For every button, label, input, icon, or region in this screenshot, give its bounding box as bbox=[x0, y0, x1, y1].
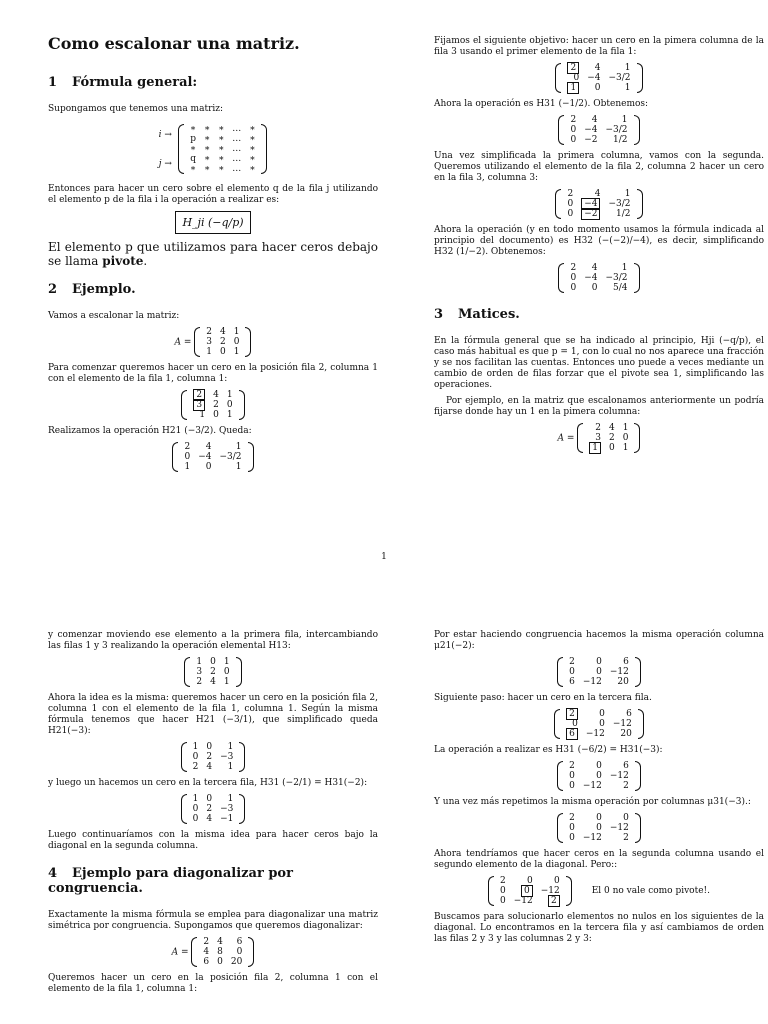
matrix-cell: 1 bbox=[621, 115, 628, 125]
matrix-cell: ∗ bbox=[203, 144, 211, 154]
matrix-row bbox=[566, 135, 631, 145]
paragraph: Supongamos que tenemos una matriz: bbox=[48, 104, 224, 114]
matrix-cell: 6 bbox=[236, 937, 243, 947]
matrix-cell: 0 bbox=[570, 125, 577, 135]
matrix-cell: 1 bbox=[206, 347, 213, 357]
matrix-cell: 6 bbox=[623, 657, 629, 667]
matrix-cell: 2 bbox=[569, 813, 575, 823]
matrix bbox=[434, 115, 764, 145]
paragraph: Siguiente paso: hacer un cero en la tercera fila. bbox=[434, 693, 652, 703]
paragraph: La operación a realizar es H31 (−6/2) = H31(−3): bbox=[434, 745, 663, 755]
paragraph: Entonces para hacer un cero sobre el elemento q de la fila j utilizando el elemento p de la fila i la operación a realizar es: bbox=[48, 184, 378, 205]
matrix-cell bbox=[189, 400, 209, 410]
matrix bbox=[48, 442, 378, 472]
matrix-cell: 0 bbox=[622, 433, 629, 443]
matrix-cell: 0 bbox=[499, 886, 506, 896]
matrix-cell: … bbox=[232, 134, 242, 144]
matrix-A: A = 2 4 1 3 2 0 1 0 1 bbox=[48, 327, 378, 357]
matrix-cell: 1 bbox=[622, 423, 629, 433]
pivot-box: −2 bbox=[581, 208, 600, 220]
matrix-cell: 1 bbox=[199, 410, 206, 420]
matrix-cell: ∗ bbox=[249, 154, 256, 164]
page2-left-column bbox=[48, 630, 378, 1000]
matrix-cell: 20 bbox=[620, 729, 632, 739]
matrix bbox=[48, 742, 378, 772]
row-label-j: j → bbox=[158, 158, 172, 169]
paragraph: Y una vez más repetimos la misma operación por columnas μ31(−3).: bbox=[434, 797, 751, 807]
matrix-cell bbox=[585, 443, 605, 453]
matrix-cell: 0 bbox=[569, 823, 575, 833]
matrix-cell: 1 bbox=[235, 442, 242, 452]
matrix-cell: 1 bbox=[227, 742, 234, 752]
matrix-row bbox=[186, 124, 260, 134]
pivot-term: pivote bbox=[102, 254, 144, 268]
matrix-cell: … bbox=[232, 154, 242, 164]
matrix-row bbox=[180, 462, 245, 472]
matrix-cell: −4 bbox=[584, 273, 598, 283]
matrix-cell: 4 bbox=[213, 390, 219, 400]
matrix-cell: 4 bbox=[206, 814, 213, 824]
matrix-cell: 0 bbox=[526, 876, 533, 886]
matrix-cell: 1 bbox=[226, 410, 233, 420]
matrix-with-note bbox=[434, 876, 764, 906]
matrix-cell: 0 bbox=[553, 876, 560, 886]
matrix-row bbox=[565, 771, 633, 781]
section-2-heading: 2 Ejemplo. bbox=[48, 282, 136, 297]
matrix-cell: 2 bbox=[569, 761, 575, 771]
matrix-row bbox=[186, 164, 260, 174]
paragraph: Vamos a escalonar la matriz: bbox=[48, 311, 180, 321]
matrix-cell: 1/2 bbox=[616, 209, 631, 219]
matrix-cell: 20 bbox=[617, 677, 629, 687]
matrix-cell: 1 bbox=[192, 794, 199, 804]
row-labels bbox=[159, 120, 172, 178]
matrix-cell: −4 bbox=[198, 452, 212, 462]
matrix-cell: −12 bbox=[585, 729, 605, 739]
matrix-cell: 6 bbox=[623, 761, 629, 771]
page-2 bbox=[0, 600, 768, 1024]
matrix bbox=[48, 390, 378, 420]
section-3-heading: 3 Matices. bbox=[434, 307, 520, 322]
matrix-cell: 1 bbox=[184, 462, 191, 472]
matrix-cell: 4 bbox=[591, 263, 598, 273]
pivot-box: 2 bbox=[567, 62, 579, 74]
matrix-row bbox=[566, 283, 631, 293]
matrix-cell: −3/2 bbox=[608, 73, 631, 83]
matrix-cell: 2 bbox=[210, 667, 216, 677]
matrix-cell: 0 bbox=[572, 719, 578, 729]
matrix-row bbox=[585, 443, 632, 453]
matrix-cell: −12 bbox=[609, 771, 629, 781]
matrix-cell: ∗ bbox=[189, 164, 196, 174]
matrix-cell: −2 bbox=[584, 135, 598, 145]
matrix-cell: 2 bbox=[203, 937, 210, 947]
matrix-row bbox=[199, 957, 246, 967]
matrix-row bbox=[562, 729, 636, 739]
matrix-cell: ∗ bbox=[218, 124, 225, 134]
matrix-cell: 2 bbox=[570, 115, 577, 125]
matrix-cell: 2 bbox=[220, 337, 226, 347]
section-4-heading: 4 Ejemplo para diagonalizar por congruencia. bbox=[48, 866, 293, 896]
paragraph: Una vez simplificada la primera columna, vamos con la segunda. Queremos utilizando el elemento de la fila 2, columna 2 hacer un cero en la fila 3, columna 3: bbox=[434, 151, 764, 183]
matrix-cell: 6 bbox=[569, 677, 575, 687]
matrix-cell: 1 bbox=[622, 443, 629, 453]
matrix bbox=[434, 189, 764, 219]
matrix bbox=[178, 124, 268, 174]
matrix-cell: 1 bbox=[621, 263, 628, 273]
matrix-cell: −3 bbox=[220, 804, 234, 814]
matrix-cell: 0 bbox=[192, 804, 199, 814]
matrix-cell: 1 bbox=[233, 347, 240, 357]
matrix-cell: 0 bbox=[596, 771, 602, 781]
matrix bbox=[434, 263, 764, 293]
matrix-cell bbox=[577, 209, 604, 219]
matrix-row bbox=[563, 83, 634, 93]
matrix-cell: 1 bbox=[233, 327, 240, 337]
matrix-row bbox=[202, 337, 243, 347]
pivot-paragraph: El elemento p que utilizamos para hacer ceros debajo se llama pivote. bbox=[48, 240, 378, 268]
matrix-cell bbox=[563, 63, 583, 73]
matrix-cell: 0 bbox=[596, 813, 602, 823]
matrix-cell: −12 bbox=[582, 677, 602, 687]
matrix-cell: 0 bbox=[567, 199, 574, 209]
matrix-cell: −3/2 bbox=[605, 125, 628, 135]
matrix-cell: 1 bbox=[223, 657, 230, 667]
matrix-cell: 4 bbox=[591, 115, 598, 125]
matrix-cell: 4 bbox=[594, 63, 601, 73]
matrix-cell: 0 bbox=[567, 209, 574, 219]
matrix-cell: 2 bbox=[623, 833, 629, 843]
matrix-cell: 0 bbox=[184, 452, 191, 462]
matrix-cell: 0 bbox=[192, 814, 199, 824]
matrix-cell: ∗ bbox=[218, 144, 225, 154]
matrix-cell: 0 bbox=[594, 83, 601, 93]
matrix-cell: ∗ bbox=[249, 124, 256, 134]
matrix-cell: ∗ bbox=[218, 134, 225, 144]
matrix-cell: 0 bbox=[596, 657, 602, 667]
matrix-cell: 0 bbox=[205, 462, 212, 472]
page1-left-column bbox=[48, 34, 378, 478]
matrix-cell: 0 bbox=[596, 823, 602, 833]
matrix-cell: 4 bbox=[210, 677, 216, 687]
matrix-cell: 0 bbox=[599, 709, 605, 719]
matrix-row bbox=[202, 347, 243, 357]
matrix-cell: 4 bbox=[217, 937, 223, 947]
matrix-cell: 6 bbox=[203, 957, 210, 967]
matrix-cell: 0 bbox=[233, 337, 240, 347]
page1-right-column bbox=[434, 36, 764, 459]
matrix-cell: −3/2 bbox=[605, 273, 628, 283]
matrix-cell: 0 bbox=[570, 273, 577, 283]
matrix-cell: 2 bbox=[609, 433, 615, 443]
matrix bbox=[434, 813, 764, 843]
matrix-cell: ∗ bbox=[203, 124, 211, 134]
matrix-cell: 1 bbox=[192, 742, 199, 752]
matrix-row bbox=[186, 154, 260, 164]
matrix-cell: 0 bbox=[226, 400, 233, 410]
matrix-cell: −4 bbox=[584, 125, 598, 135]
pivot-note: El 0 no vale como pivote!. bbox=[591, 886, 711, 896]
matrix-row bbox=[189, 762, 238, 772]
section-title: Fórmula general: bbox=[72, 75, 198, 90]
matrix bbox=[434, 761, 764, 791]
matrix-cell: 2 bbox=[499, 876, 506, 886]
matrix-row bbox=[199, 947, 246, 957]
matrix-cell: 2 bbox=[192, 762, 199, 772]
matrix-cell: 0 bbox=[192, 752, 199, 762]
matrix-cell: 0 bbox=[213, 410, 219, 420]
matrix-cell: 6 bbox=[626, 709, 632, 719]
row-label-i: i → bbox=[158, 129, 172, 140]
matrix bbox=[48, 794, 378, 824]
matrix-cell bbox=[562, 729, 582, 739]
matrix-cell: 0 bbox=[220, 347, 226, 357]
paragraph: Para comenzar queremos hacer un cero en la posición fila 2, columna 1 con el elemento de la fila 1, columna 1: bbox=[48, 363, 378, 384]
matrix-cell: −12 bbox=[609, 823, 629, 833]
matrix-cell: 0 bbox=[210, 657, 216, 667]
matrix-cell: 4 bbox=[594, 189, 601, 199]
matrix-cell: 0 bbox=[569, 667, 575, 677]
matrix-cell: −3 bbox=[220, 752, 234, 762]
matrix-cell: 0 bbox=[499, 896, 506, 906]
matrix-cell: −12 bbox=[540, 886, 560, 896]
matrix-cell: 2 bbox=[184, 442, 191, 452]
matrix-cell: 4 bbox=[220, 327, 226, 337]
matrix-cell: −1 bbox=[220, 814, 234, 824]
paragraph: Por estar haciendo congruencia hacemos la misma operación columna μ21(−2): bbox=[434, 630, 764, 651]
paragraph: y luego un hacemos un cero en la tercera fila, H31 (−2/1) = H31(−2): bbox=[48, 778, 368, 788]
matrix-cell bbox=[510, 886, 537, 896]
matrix-cell: 0 bbox=[569, 833, 575, 843]
matrix-row bbox=[565, 657, 633, 667]
matrix-row bbox=[189, 804, 238, 814]
matrix-cell: 0 bbox=[570, 135, 577, 145]
matrix-cell: −12 bbox=[513, 896, 533, 906]
paragraph: Por ejemplo, en la matriz que escalonamos anteriormente un podría fijarse donde hay un 1 en la pimera columna: bbox=[434, 396, 764, 417]
matrix-cell: 2 bbox=[595, 423, 602, 433]
pivot-box: 2 bbox=[548, 895, 560, 907]
matrix-cell bbox=[562, 709, 582, 719]
matrix-row bbox=[566, 125, 631, 135]
matrix bbox=[434, 63, 764, 93]
matrix-cell: 5/4 bbox=[613, 283, 628, 293]
matrix-row bbox=[189, 742, 238, 752]
matrix-row bbox=[562, 709, 636, 719]
matrix-cell: 1 bbox=[227, 794, 234, 804]
matrix-cell: 0 bbox=[206, 742, 213, 752]
matrix-cell: 0 bbox=[569, 771, 575, 781]
matrix-cell: ∗ bbox=[218, 164, 225, 174]
matrix-row bbox=[565, 677, 633, 687]
matrix-cell: 1 bbox=[226, 390, 233, 400]
matrix-row bbox=[186, 144, 260, 154]
matrix-cell: 3 bbox=[206, 337, 213, 347]
matrix-cell: 4 bbox=[203, 947, 210, 957]
matrix-cell: 1 bbox=[624, 83, 631, 93]
pivot-box: 1 bbox=[567, 82, 579, 94]
matrix-cell bbox=[563, 83, 583, 93]
matrix-row bbox=[202, 327, 243, 337]
matrix-cell: 1 bbox=[196, 657, 203, 667]
matrix-row bbox=[189, 814, 238, 824]
matrix-row bbox=[186, 134, 260, 144]
matrix-cell: 1 bbox=[624, 189, 631, 199]
formula-box: H_ji (−q/p) bbox=[175, 211, 250, 234]
matrix-row bbox=[199, 937, 246, 947]
matrix-row bbox=[180, 452, 245, 462]
matrix-cell: 0 bbox=[569, 781, 575, 791]
matrix-cell: 2 bbox=[567, 189, 574, 199]
paragraph: Luego continuaríamos con la misma idea para hacer ceros bajo la diagonal en la segunda columna. bbox=[48, 830, 378, 851]
matrix-cell: −12 bbox=[612, 719, 632, 729]
matrix-cell: 1 bbox=[624, 63, 631, 73]
matrix-row bbox=[565, 761, 633, 771]
pivot-box: 6 bbox=[566, 728, 578, 740]
matrix-row bbox=[192, 677, 233, 687]
matrix-cell: ∗ bbox=[203, 154, 211, 164]
matrix-cell: −3/2 bbox=[219, 452, 242, 462]
matrix-cell bbox=[537, 896, 564, 906]
paragraph: Ahora la operación (y en todo momento usamos la fórmula indicada al principio del documento) es H32 (−(−2)/−4), es decir, simplificando H32 (1/−2). Obtenemos: bbox=[434, 225, 764, 257]
matrix-cell: 1 bbox=[223, 677, 230, 687]
matrix-cell: 2 bbox=[213, 400, 219, 410]
matrix-cell: … bbox=[232, 144, 242, 154]
pivot-box: 2 bbox=[566, 708, 578, 720]
pivot-box: 0 bbox=[521, 885, 533, 897]
matrix-cell: 4 bbox=[206, 762, 213, 772]
matrix bbox=[48, 657, 378, 687]
matrix-row bbox=[189, 410, 236, 420]
document-title: Como escalonar una matriz. bbox=[48, 34, 300, 53]
matrix-cell: 20 bbox=[230, 957, 243, 967]
matrix-cell: 0 bbox=[573, 73, 580, 83]
matrix-cell: 0 bbox=[206, 794, 213, 804]
matrix-cell: 0 bbox=[609, 443, 615, 453]
matrix-row bbox=[585, 423, 632, 433]
matrix-cell: ∗ bbox=[249, 144, 256, 154]
matrix-cell: 2 bbox=[206, 804, 213, 814]
paragraph: Fijamos el siguiente objetivo: hacer un cero en la pimera columna de la fila 3 usando el primer elemento de la fila 1: bbox=[434, 36, 764, 57]
matrix-row bbox=[189, 400, 236, 410]
matrix-cell: −3/2 bbox=[608, 199, 631, 209]
paragraph: y comenzar moviendo ese elemento a la primera fila, intercambiando las filas 1 y 3 realizando la operación elemental H13: bbox=[48, 630, 378, 651]
matrix-cell: q bbox=[190, 154, 196, 164]
pivot-box: 1 bbox=[589, 442, 601, 454]
matrix-cell: −12 bbox=[609, 667, 629, 677]
matrix-cell: 0 bbox=[570, 283, 577, 293]
matrix-cell: ∗ bbox=[189, 144, 196, 154]
matrix-row bbox=[565, 823, 633, 833]
matrix-cell: 0 bbox=[236, 947, 243, 957]
paragraph: Ahora la idea es la misma: queremos hacer un cero en la posición fila 2, columna 1 con el elemento de la fila 1, columna 1. Según la misma fórmula tenemos que hacer H21 (−3/1), que simplificado queda H21(−3): bbox=[48, 693, 378, 736]
matrix-row bbox=[566, 273, 631, 283]
matrix-row bbox=[189, 752, 238, 762]
matrix-cell: 2 bbox=[206, 752, 213, 762]
page-number: 1 bbox=[381, 552, 387, 562]
matrix-row bbox=[566, 263, 631, 273]
matrix-cell: ∗ bbox=[189, 124, 196, 134]
matrix-cell: 4 bbox=[205, 442, 212, 452]
matrix-cell: 0 bbox=[223, 667, 230, 677]
matrix-cell: 1/2 bbox=[613, 135, 628, 145]
matrix-row bbox=[192, 667, 233, 677]
matrix-A: A = 2 4 6 4 8 0 6 0 20 bbox=[48, 937, 378, 967]
matrix-row bbox=[565, 813, 633, 823]
page2-right-column bbox=[434, 630, 764, 950]
matrix-row bbox=[565, 781, 633, 791]
section-1-heading bbox=[48, 75, 378, 90]
matrix-cell: ∗ bbox=[249, 134, 256, 144]
matrix-cell: 0 bbox=[591, 283, 598, 293]
matrix-row bbox=[180, 442, 245, 452]
matrix-cell: … bbox=[232, 164, 242, 174]
matrix-cell: … bbox=[232, 124, 242, 134]
paragraph: Exactamente la misma fórmula se emplea para diagonalizar una matriz simétrica por congruencia. Supongamos que queremos diagonalizar: bbox=[48, 910, 378, 931]
matrix-row bbox=[565, 833, 633, 843]
pivot-box: −4 bbox=[581, 198, 600, 210]
matrix-cell: 2 bbox=[623, 781, 629, 791]
matrix-cell: 0 bbox=[217, 957, 223, 967]
generic-matrix bbox=[48, 120, 378, 178]
matrix-cell: ∗ bbox=[203, 164, 211, 174]
paragraph: Queremos hacer un cero en la posición fila 2, columna 1 con el elemento de la fila 1, columna 1: bbox=[48, 973, 378, 994]
pivot-box: 2 bbox=[193, 389, 205, 401]
matrix-cell: −12 bbox=[582, 781, 602, 791]
matrix-cell: p bbox=[190, 134, 196, 144]
matrix bbox=[434, 709, 764, 739]
matrix-cell: 0 bbox=[596, 667, 602, 677]
matrix-row bbox=[496, 896, 564, 906]
matrix-cell: 1 bbox=[227, 762, 234, 772]
paragraph: Ahora tendríamos que hacer ceros en la segunda columna usando el segundo elemento de la diagonal. Pero:: bbox=[434, 849, 764, 870]
matrix-A: A = 2 4 1 3 2 0 1 0 1 bbox=[434, 423, 764, 453]
matrix-cell: 0 bbox=[623, 813, 629, 823]
matrix-cell: 2 bbox=[206, 327, 213, 337]
paragraph: Buscamos para solucionarlo elementos no nulos en los siguientes de la diagonal. Lo encontramos en la tercera fila y así cambiamos de orden las filas 2 y 3 y las columnas 2 y 3: bbox=[434, 912, 764, 944]
paragraph: Realizamos la operación H21 (−3/2). Queda: bbox=[48, 426, 252, 436]
matrix-cell: 0 bbox=[596, 761, 602, 771]
matrix-row bbox=[566, 115, 631, 125]
matrix-cell: 3 bbox=[196, 667, 203, 677]
matrix-row bbox=[565, 667, 633, 677]
section-number: 1 bbox=[48, 75, 58, 90]
matrix-cell: −12 bbox=[582, 833, 602, 843]
matrix-cell: ∗ bbox=[203, 134, 211, 144]
matrix-row bbox=[192, 657, 233, 667]
matrix-cell: 2 bbox=[569, 657, 575, 667]
matrix-row bbox=[563, 209, 634, 219]
paragraph: En la fórmula general que se ha indicado al principio, Hji (−q/p), el caso más habitual es que p = 1, con lo cual no nos aparece una fracción y se nos facilitan las cuentas. Entonces uno puede a veces mediante un cambio de orden de filas forzar que el pivote sea 1, simplificando las operaciones. bbox=[434, 336, 764, 390]
matrix-cell: −4 bbox=[587, 73, 601, 83]
matrix-row bbox=[563, 63, 634, 73]
matrix-cell: 0 bbox=[599, 719, 605, 729]
matrix-cell: 2 bbox=[196, 677, 203, 687]
matrix-cell: 8 bbox=[217, 947, 223, 957]
paragraph: Ahora la operación es H31 (−1/2). Obtenemos: bbox=[434, 99, 649, 109]
matrix-cell: 3 bbox=[595, 433, 602, 443]
matrix-cell: 2 bbox=[570, 263, 577, 273]
matrix-row bbox=[189, 794, 238, 804]
matrix-cell: ∗ bbox=[249, 164, 256, 174]
matrix-cell: ∗ bbox=[218, 154, 225, 164]
matrix-cell: 4 bbox=[609, 423, 615, 433]
matrix-cell: 1 bbox=[235, 462, 242, 472]
matrix bbox=[434, 657, 764, 687]
pivot-box: 3 bbox=[193, 399, 205, 411]
